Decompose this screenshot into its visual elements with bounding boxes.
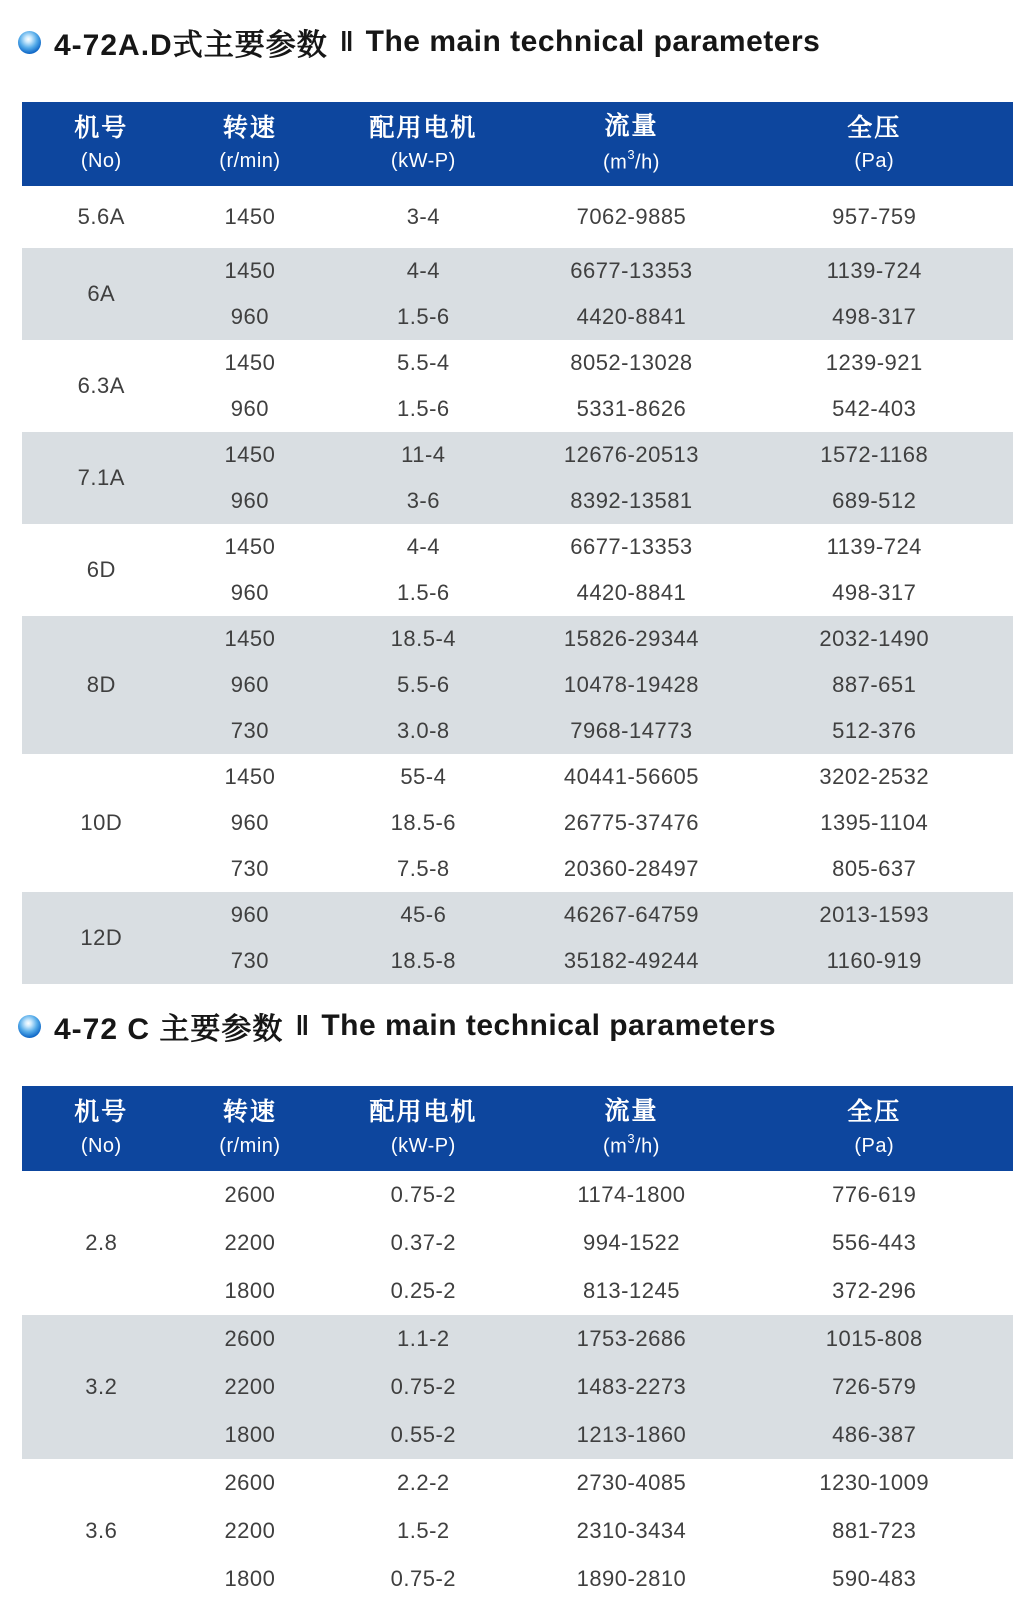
cell-pressure: 2013-1593	[819, 902, 930, 927]
cell-pressure: 957-759	[832, 204, 917, 229]
cell-speed: 1450	[224, 350, 276, 375]
col-header-no	[22, 1086, 181, 1171]
cell-flow: 1174-1800	[577, 1182, 686, 1207]
header-row	[22, 1086, 1013, 1171]
table-row	[22, 1459, 1013, 1507]
cell-motor: 2.2-2	[397, 1470, 450, 1495]
cell-flow: 35182-49244	[563, 948, 700, 973]
cell-speed: 960	[230, 580, 270, 605]
cell-pressure: 486-387	[832, 1422, 917, 1447]
cell-pressure: 498-317	[832, 304, 917, 329]
title-separator: ‖	[295, 1010, 310, 1041]
table-row	[22, 340, 1013, 386]
section-2-title-en: The main technical parameters	[321, 1009, 776, 1042]
cell-flow: 26775-37476	[563, 810, 700, 835]
cell-motor: 0.25-2	[390, 1278, 457, 1303]
col-header-zh: 全压	[847, 113, 902, 142]
cell-speed: 730	[230, 948, 270, 973]
col-header-zh: 配用电机	[369, 1098, 478, 1127]
cell-speed: 730	[230, 856, 270, 881]
cell-flow: 6677-13353	[570, 534, 693, 559]
table-row	[22, 1171, 1013, 1219]
col-header-unit: $(m^3/h)$	[602, 1131, 660, 1159]
table-body	[22, 186, 1013, 984]
col-header-motor	[319, 102, 527, 186]
cell-flow: 8052-13028	[570, 350, 693, 375]
cell-model-no: 5.6A	[77, 204, 125, 229]
section-1-title-zh: 4-72A.D式主要参数	[54, 29, 328, 62]
cell-speed: 2600	[224, 1326, 276, 1351]
table-row	[22, 892, 1013, 938]
table-row	[22, 524, 1013, 570]
section-1-title-en: The main technical parameters	[365, 25, 821, 58]
col-header-flow	[527, 102, 735, 186]
cell-speed: 960	[230, 672, 270, 697]
table-body	[22, 1171, 1013, 1603]
col-header-zh: 全压	[847, 1098, 902, 1127]
col-header-unit: (kW-P)	[390, 150, 456, 173]
col-header-pressure	[736, 102, 1014, 186]
cell-flow: 15826-29344	[563, 626, 700, 651]
col-header-unit: (No)	[80, 150, 122, 173]
cell-flow: 1483-2273	[576, 1374, 687, 1399]
blue-sphere-bullet-icon	[18, 31, 41, 54]
cell-model-no: 3.6	[85, 1518, 118, 1543]
cell-flow: 6677-13353	[570, 258, 693, 283]
col-header-flow	[527, 1086, 735, 1171]
cell-model-no: 12D	[80, 925, 123, 950]
cell-motor: 11-4	[401, 442, 446, 467]
col-header-unit: $(m^3/h)$	[602, 146, 660, 174]
section-1-title	[18, 0, 1035, 64]
section-2-title-zh: 4-72 C 主要参数	[54, 1013, 284, 1046]
blue-sphere-bullet-icon	[18, 1015, 41, 1038]
cell-flow: 4420-8841	[576, 304, 687, 329]
cell-pressure: 881-723	[832, 1518, 917, 1543]
cell-pressure: 1239-921	[825, 350, 923, 375]
cell-pressure: 1230-1009	[819, 1470, 930, 1495]
cell-speed: 960	[230, 810, 270, 835]
cell-speed: 2200	[224, 1518, 276, 1543]
cell-pressure: 1015-808	[825, 1326, 923, 1351]
cell-pressure: 1572-1168	[820, 442, 929, 467]
cell-flow: 12676-20513	[563, 442, 700, 467]
cell-speed: 730	[230, 718, 270, 743]
cell-pressure: 1160-919	[826, 948, 922, 973]
cell-motor: 0.75-2	[390, 1182, 457, 1207]
cell-pressure: 372-296	[832, 1278, 917, 1303]
cell-pressure: 1139-724	[826, 258, 922, 283]
cell-model-no: 8D	[86, 672, 116, 697]
table-row	[22, 186, 1013, 248]
col-header-speed	[181, 1086, 320, 1171]
cell-pressure: 498-317	[832, 580, 917, 605]
cell-motor: 0.75-2	[390, 1566, 457, 1591]
col-header-zh: 转速	[222, 1098, 277, 1127]
cell-model-no: 6A	[87, 281, 116, 306]
col-header-zh: 配用电机	[369, 113, 478, 142]
cell-flow: 20360-28497	[563, 856, 700, 881]
cell-speed: 1450	[224, 534, 276, 559]
col-header-unit: (Pa)	[854, 1134, 895, 1157]
cell-speed: 960	[230, 396, 270, 421]
cell-speed: 960	[230, 304, 270, 329]
cell-motor: 4-4	[406, 534, 440, 559]
cell-model-no: 7.1A	[77, 465, 125, 490]
cell-pressure: 776-619	[832, 1182, 917, 1207]
cell-motor: 18.5-6	[390, 810, 457, 835]
cell-motor: 55-4	[400, 764, 447, 789]
cell-motor: 1.5-6	[397, 396, 450, 421]
cell-pressure: 805-637	[832, 856, 917, 881]
cell-motor: 3.0-8	[397, 718, 450, 743]
header-row	[22, 102, 1013, 186]
parameters-table-ad	[22, 102, 1013, 984]
cell-motor: 0.55-2	[390, 1422, 457, 1447]
cell-speed: 2200	[224, 1374, 276, 1399]
table-row	[22, 754, 1013, 800]
col-header-no	[22, 102, 181, 186]
cell-motor: 1.5-6	[397, 580, 450, 605]
cell-pressure: 542-403	[832, 396, 917, 421]
cell-speed: 2600	[224, 1182, 276, 1207]
cell-pressure: 689-512	[832, 488, 917, 513]
col-header-unit: (Pa)	[854, 150, 895, 173]
cell-motor: 5.5-4	[397, 350, 450, 375]
cell-pressure: 887-651	[832, 672, 917, 697]
cell-flow: 994-1522	[582, 1230, 680, 1255]
cell-flow: 7062-9885	[576, 204, 687, 229]
table-header	[22, 1086, 1013, 1171]
cell-flow: 813-1245	[582, 1278, 680, 1303]
col-header-unit: (r/min)	[219, 1134, 281, 1157]
cell-motor: 1.5-2	[397, 1518, 450, 1543]
cell-pressure: 590-483	[832, 1566, 917, 1591]
col-header-zh: 机号	[74, 113, 129, 142]
table-row	[22, 248, 1013, 294]
cell-model-no: 2.8	[85, 1230, 118, 1255]
cell-speed: 1450	[224, 442, 276, 467]
cell-flow: 46267-64759	[563, 902, 700, 927]
col-header-motor	[319, 1086, 527, 1171]
cell-flow: 1753-2686	[576, 1326, 687, 1351]
cell-motor: 0.37-2	[390, 1230, 457, 1255]
cell-speed: 2600	[224, 1470, 276, 1495]
cell-motor: 7.5-8	[397, 856, 450, 881]
cell-pressure: 1139-724	[826, 534, 922, 559]
cell-speed: 1800	[224, 1566, 276, 1591]
cell-motor: 1.5-6	[397, 304, 450, 329]
cell-model-no: 6D	[86, 557, 116, 582]
cell-speed: 960	[230, 488, 270, 513]
cell-flow: 4420-8841	[576, 580, 687, 605]
cell-model-no: 10D	[80, 810, 123, 835]
table-row	[22, 616, 1013, 662]
col-header-zh: 转速	[222, 113, 277, 142]
table-row	[22, 1315, 1013, 1363]
cell-flow: 40441-56605	[563, 764, 700, 789]
cell-motor: 45-6	[400, 902, 447, 927]
cell-model-no: 6.3A	[77, 373, 125, 398]
cell-motor: 1.1-2	[397, 1326, 450, 1351]
cell-pressure: 556-443	[832, 1230, 917, 1255]
col-header-zh: 流量	[604, 1096, 659, 1125]
title-separator: ‖	[339, 26, 354, 57]
cell-pressure: 726-579	[832, 1374, 917, 1399]
cell-motor: 0.75-2	[390, 1374, 457, 1399]
cell-speed: 2200	[224, 1230, 276, 1255]
cell-speed: 1450	[224, 626, 276, 651]
cell-model-no: 3.2	[85, 1374, 118, 1399]
cell-motor: 3-4	[406, 204, 440, 229]
cell-motor: 4-4	[406, 258, 440, 283]
cell-motor: 18.5-8	[390, 948, 457, 973]
cell-flow: 7968-14773	[570, 718, 693, 743]
cell-flow: 1890-2810	[576, 1566, 687, 1591]
col-header-unit: (r/min)	[219, 150, 281, 173]
cell-pressure: 2032-1490	[819, 626, 930, 651]
cell-flow: 2730-4085	[576, 1470, 687, 1495]
table-row	[22, 432, 1013, 478]
col-header-zh: 机号	[74, 1098, 129, 1127]
cell-speed: 960	[230, 902, 270, 927]
col-header-speed	[181, 102, 320, 186]
cell-speed: 1450	[224, 258, 276, 283]
col-header-zh: 流量	[604, 112, 659, 141]
cell-flow: 5331-8626	[576, 396, 687, 421]
col-header-unit: (kW-P)	[390, 1134, 456, 1157]
cell-flow: 1213-1860	[576, 1422, 687, 1447]
col-header-unit: (No)	[80, 1134, 122, 1157]
cell-motor: 18.5-4	[390, 626, 457, 651]
cell-flow: 10478-19428	[563, 672, 700, 697]
cell-speed: 1800	[224, 1422, 276, 1447]
col-header-pressure	[736, 1086, 1014, 1171]
cell-speed: 1450	[224, 764, 276, 789]
cell-flow: 8392-13581	[570, 488, 693, 513]
cell-motor: 5.5-6	[397, 672, 450, 697]
cell-flow: 2310-3434	[576, 1518, 687, 1543]
cell-pressure: 1395-1104	[820, 810, 929, 835]
parameters-table-c	[22, 1086, 1013, 1603]
section-2-title	[18, 984, 1035, 1048]
cell-speed: 1800	[224, 1278, 276, 1303]
cell-speed: 1450	[224, 204, 276, 229]
cell-pressure: 3202-2532	[819, 764, 930, 789]
table-header	[22, 102, 1013, 186]
cell-pressure: 512-376	[832, 718, 917, 743]
cell-motor: 3-6	[406, 488, 440, 513]
